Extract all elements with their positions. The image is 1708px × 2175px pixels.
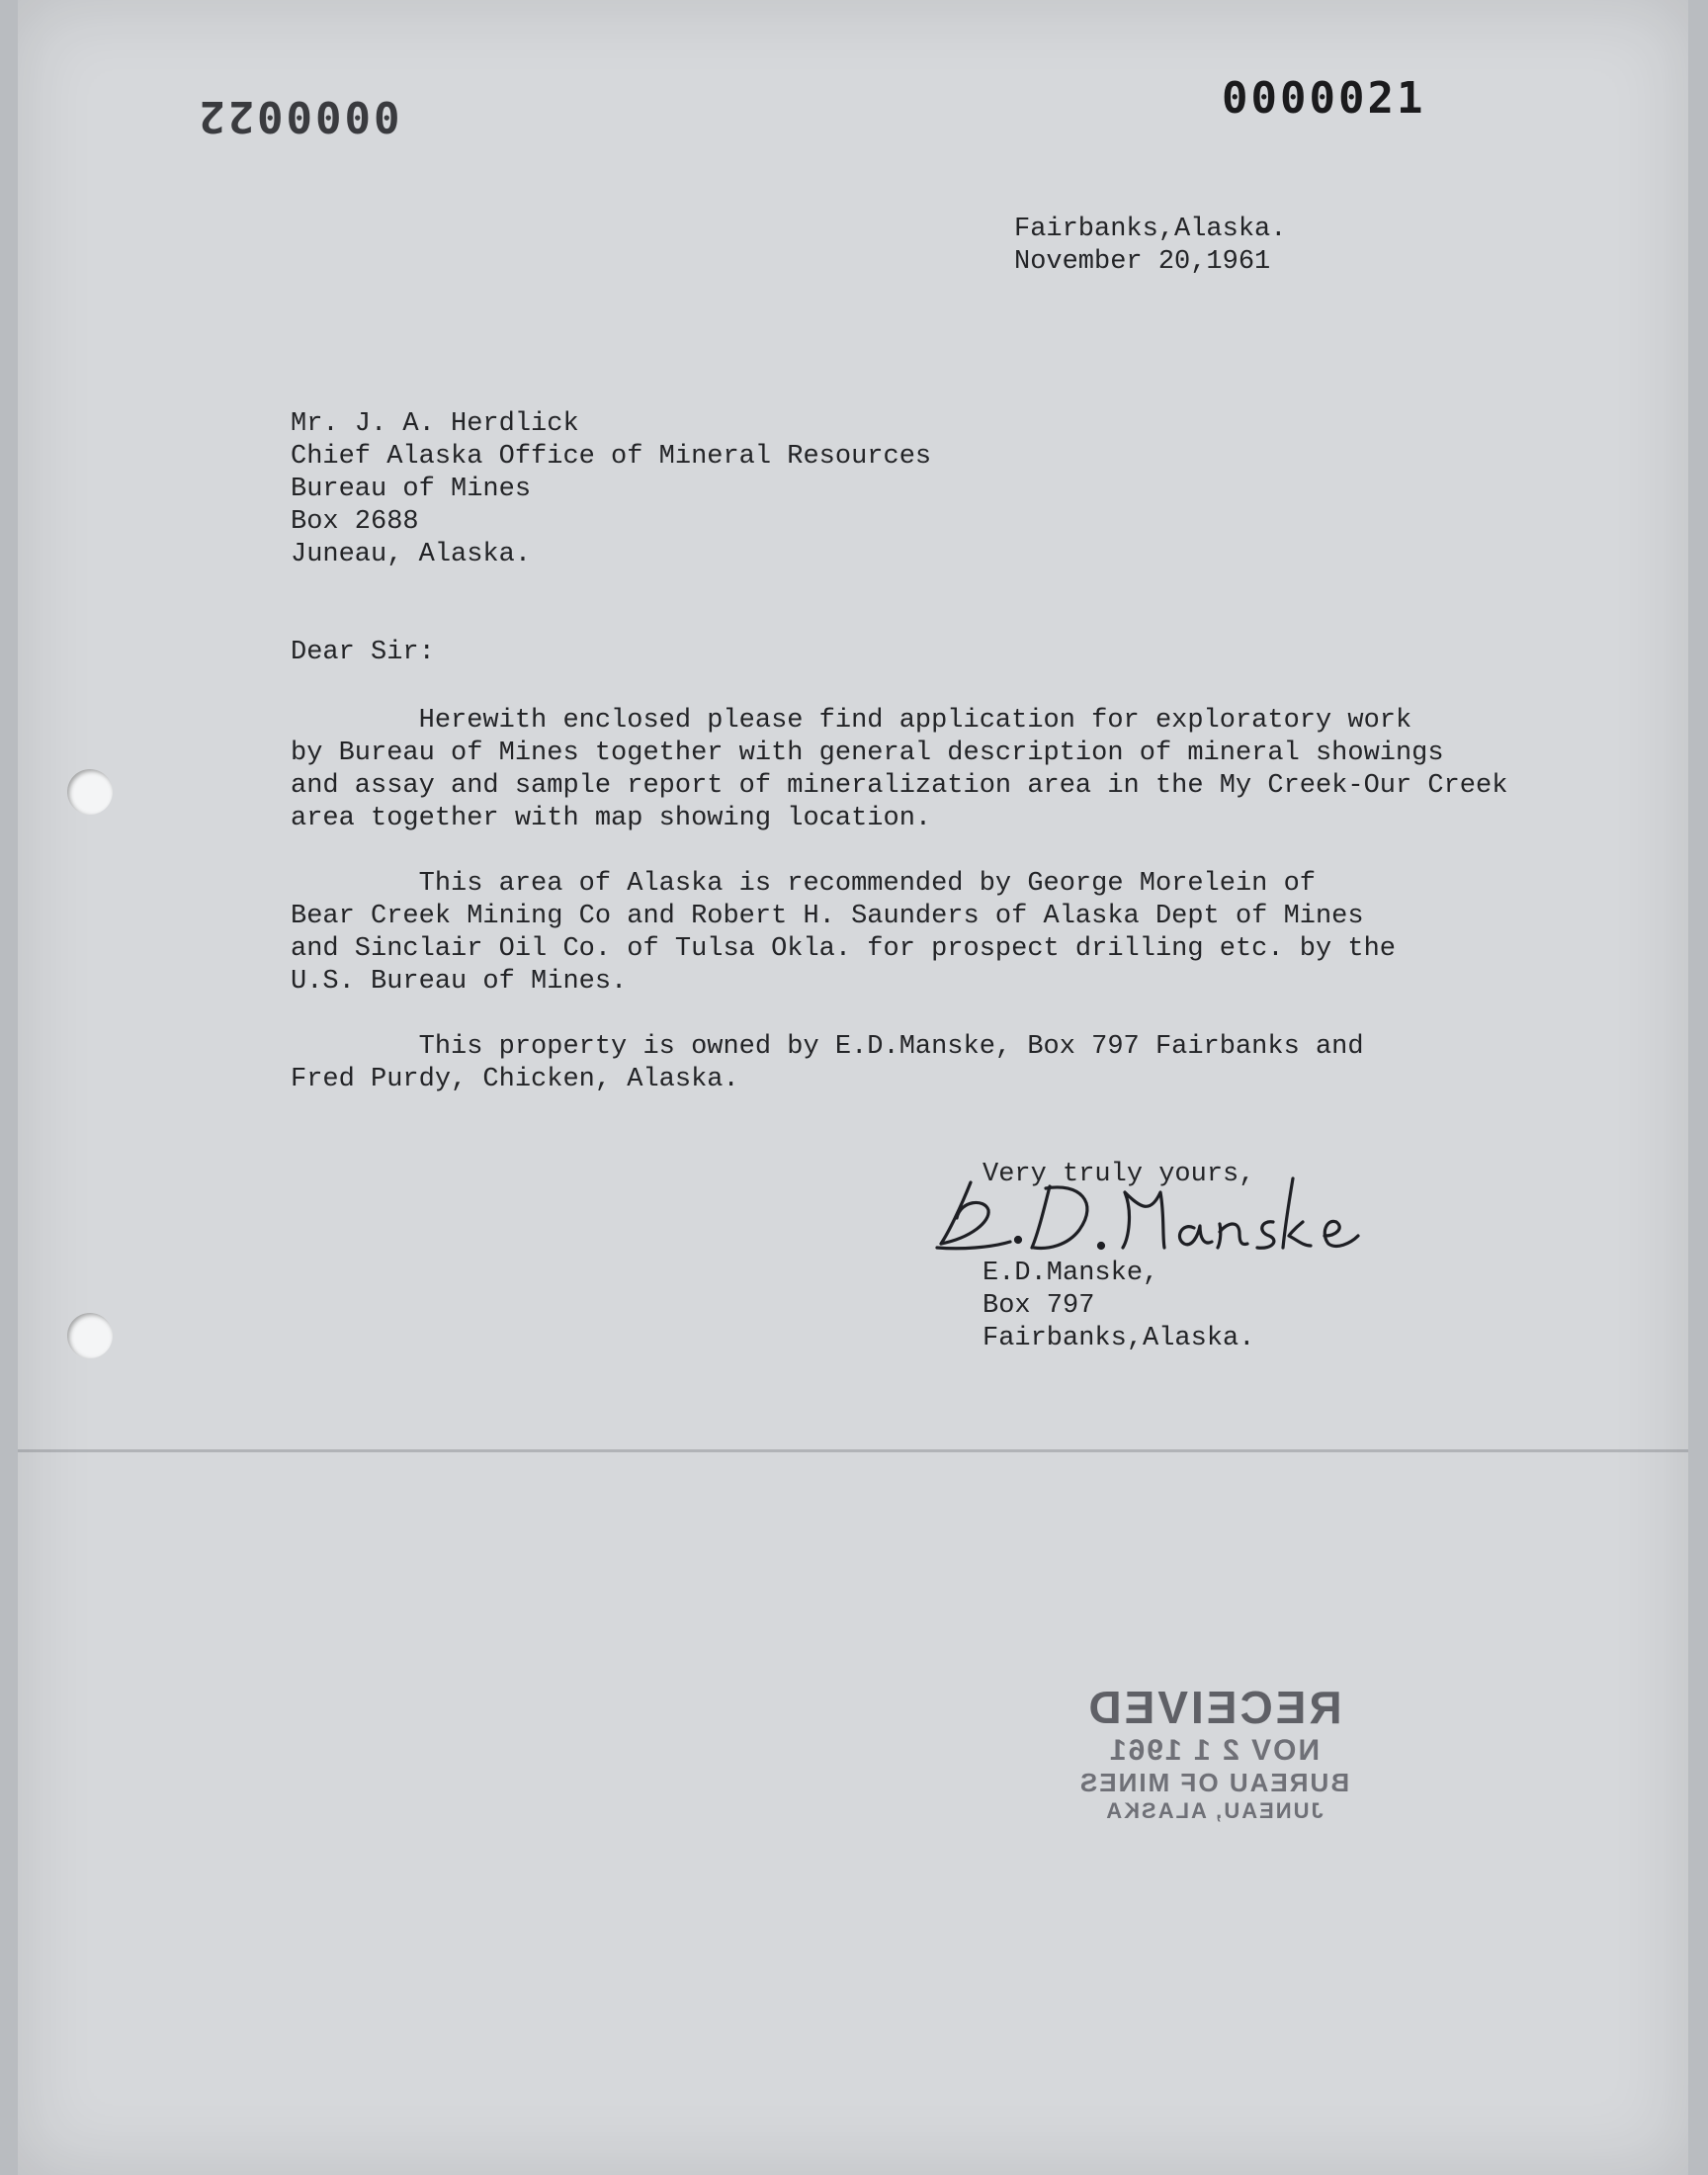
body-paragraph-2: This area of Alaska is recommended by George Morelein of Bear Creek Mining Co and Robert H. Saunders of Alaska Dept of Mines and Sinclair Oil Co. of Tulsa Okla. for prospect drilling etc. by the U.S. Bureau of Mines. [291, 869, 1396, 997]
stamp-date: NOV 2 1 1961 [1107, 1734, 1321, 1767]
sender-name: E.D.Manske, [982, 1259, 1159, 1288]
salutation: Dear Sir: [291, 638, 435, 667]
fold-crease [18, 1449, 1688, 1452]
recipient-org: Bureau of Mines [291, 475, 532, 504]
letter-page [18, 0, 1688, 2175]
body-paragraph-3: This property is owned by E.D.Manske, Box 797 Fairbanks and Fred Purdy, Chicken, Alaska. [291, 1032, 1364, 1094]
document-number-mirrored: 0000022 [196, 91, 400, 141]
dateline-place: Fairbanks,Alaska. [1014, 215, 1287, 244]
sender-city: Fairbanks,Alaska. [982, 1324, 1255, 1353]
body-paragraph-1: Herewith enclosed please find application for exploratory work by Bureau of Mines together with general description of mineral showings and assay and sample report of mineralization area in the My Creek-Our Creek area together with map showing location. [291, 706, 1508, 833]
stamp-bureau: BUREAU OF MINES [1077, 1768, 1350, 1797]
received-stamp [1066, 1681, 1362, 1878]
stamp-city: JUNEAU, ALASKA [1104, 1798, 1324, 1823]
recipient-name: Mr. J. A. Herdlick [291, 409, 579, 439]
handwritten-signature [931, 1153, 1396, 1262]
punch-hole-upper [67, 769, 113, 815]
dateline-date: November 20,1961 [1014, 247, 1271, 277]
recipient-title: Chief Alaska Office of Mineral Resources [291, 442, 932, 472]
punch-hole-lower [67, 1313, 113, 1358]
sender-box: Box 797 [982, 1291, 1095, 1321]
stamp-received: RECEIVED [1085, 1682, 1342, 1733]
valediction: Very truly yours, [982, 1160, 1255, 1189]
document-number: 0000021 [1222, 73, 1426, 124]
recipient-city: Juneau, Alaska. [291, 540, 532, 569]
recipient-box: Box 2688 [291, 507, 419, 537]
